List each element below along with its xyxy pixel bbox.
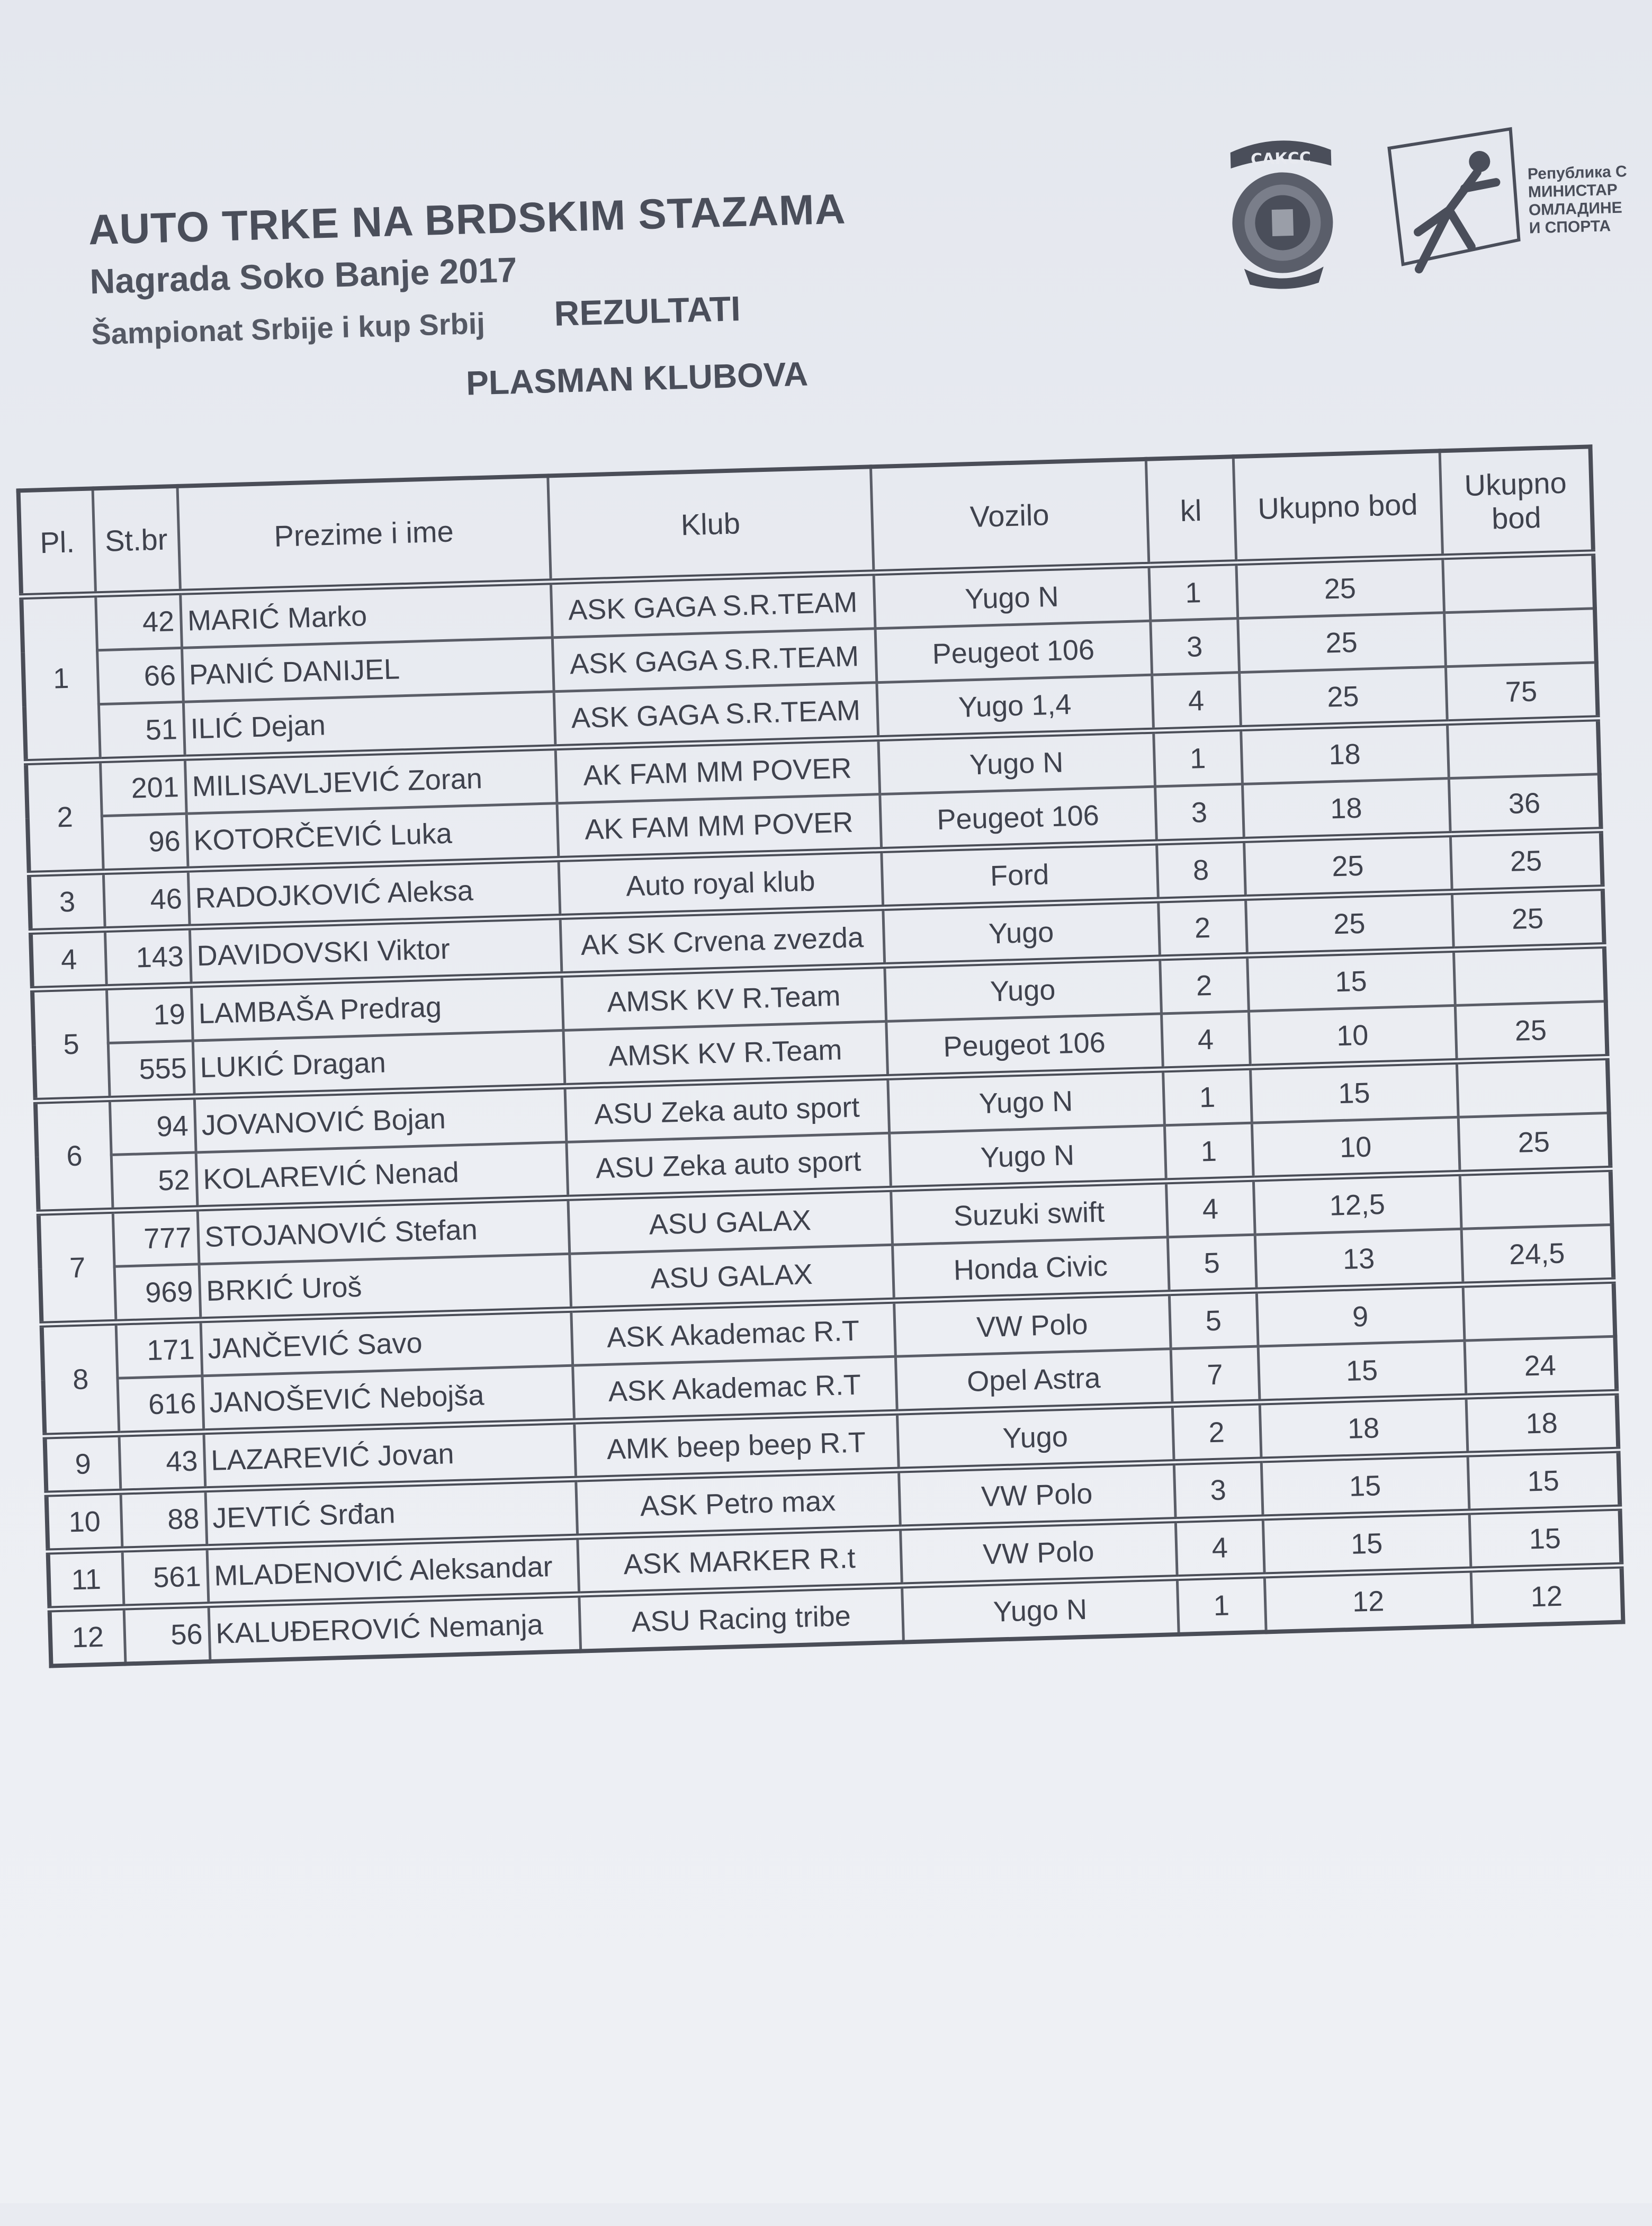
- club-cell: AK FAM MM POVER: [556, 794, 881, 859]
- total-points-cell: 24: [1464, 1336, 1617, 1396]
- club-cell: AMSK KV R.Team: [563, 1021, 887, 1086]
- document-subtitle: Nagrada Soko Banje 2017: [89, 249, 518, 301]
- driver-name-cell: LUKIĆ Dragan: [193, 1030, 565, 1096]
- class-cell: 8: [1156, 840, 1245, 900]
- driver-name-cell: PANIĆ DANIJEL: [182, 638, 554, 702]
- emblem-lettering: САКСС: [1250, 148, 1312, 169]
- place-cell: 2: [26, 760, 103, 874]
- total-cell-empty: [1453, 945, 1606, 1005]
- start-number-cell: 561: [122, 1547, 208, 1607]
- class-cell: 1: [1148, 562, 1237, 621]
- driver-name-cell: LAMBAŠA Predrag: [191, 975, 563, 1041]
- class-cell: 2: [1172, 1402, 1261, 1463]
- total-points-cell: 18: [1466, 1392, 1618, 1454]
- vehicle-cell: Opel Astra: [895, 1349, 1172, 1413]
- total-points-cell: 25: [1458, 1113, 1611, 1173]
- col-header-name: Prezime i ime: [177, 476, 550, 592]
- vehicle-cell: VW Polo: [899, 1462, 1175, 1527]
- vehicle-cell: Yugo: [884, 958, 1161, 1021]
- class-cell: 4: [1166, 1179, 1255, 1237]
- sakss-emblem-logo: [1219, 128, 1346, 296]
- driver-name-cell: RADOJKOVIĆ Aleksa: [188, 859, 560, 927]
- vehicle-cell: Peugeot 106: [879, 786, 1156, 850]
- points-cell: 10: [1249, 1005, 1457, 1067]
- col-header-start-number: St.br: [93, 486, 181, 594]
- start-number-cell: 94: [110, 1097, 196, 1155]
- col-header-points: Ukupno bod: [1233, 451, 1442, 562]
- club-cell: ASK GAGA S.R.TEAM: [554, 683, 878, 747]
- class-cell: 2: [1158, 898, 1247, 958]
- club-cell: ASK Akademac R.T: [571, 1301, 895, 1365]
- championship-line: Šampionat Srbije i kup Srbij: [91, 306, 486, 351]
- class-cell: 1: [1177, 1575, 1266, 1634]
- total-cell-empty: [1442, 552, 1595, 612]
- place-cell: 10: [47, 1492, 122, 1552]
- driver-name-cell: STOJANOVIĆ Stefan: [197, 1198, 570, 1264]
- start-number-cell: 46: [103, 870, 190, 929]
- club-cell: AK SK Crvena zvezda: [560, 908, 884, 975]
- place-cell: 11: [48, 1550, 124, 1610]
- total-points-cell: 15: [1469, 1508, 1622, 1570]
- results-heading: REZULTATI: [553, 289, 741, 333]
- start-number-cell: 88: [120, 1489, 206, 1549]
- club-cell: ASU GALAX: [568, 1189, 892, 1254]
- driver-name-cell: JEVTIĆ Srđan: [205, 1479, 577, 1548]
- total-points-cell: 36: [1449, 774, 1601, 834]
- vehicle-cell: Yugo: [897, 1405, 1174, 1470]
- document-title: AUTO TRKE NA BRDSKIM STAZAMA: [87, 185, 847, 254]
- total-cell-empty: [1463, 1281, 1615, 1340]
- section-heading: PLASMAN KLUBOVA: [465, 354, 809, 403]
- class-cell: 4: [1175, 1517, 1264, 1578]
- ministry-text: [1528, 163, 1629, 237]
- driver-name-cell: JANČEVIĆ Savo: [200, 1310, 572, 1376]
- class-cell: 4: [1161, 1011, 1250, 1069]
- driver-name-cell: LAZAREVIĆ Jovan: [203, 1422, 576, 1490]
- points-cell: 12: [1264, 1570, 1473, 1632]
- vehicle-cell: Yugo N: [878, 731, 1155, 794]
- driver-name-cell: ILIĆ Dejan: [183, 692, 555, 758]
- start-number-cell: 969: [114, 1264, 201, 1322]
- points-cell: 15: [1261, 1454, 1469, 1518]
- start-number-cell: 19: [106, 985, 193, 1043]
- club-cell: ASU Zeka auto sport: [564, 1077, 889, 1142]
- col-header-place: Pl.: [19, 488, 96, 596]
- total-points-cell: 12: [1471, 1566, 1623, 1626]
- points-cell: 15: [1247, 950, 1455, 1011]
- driver-name-cell: DAVIDOVSKI Viktor: [190, 917, 562, 985]
- points-cell: 18: [1241, 722, 1449, 784]
- ministry-line-4: И СПОРТА: [1529, 217, 1611, 237]
- class-cell: 7: [1171, 1346, 1260, 1405]
- driver-name-cell: KALUĐEROVIĆ Nemanja: [208, 1595, 580, 1662]
- total-cell-empty: [1447, 718, 1600, 778]
- club-cell: Auto royal klub: [558, 850, 883, 917]
- class-cell: 3: [1155, 784, 1244, 843]
- start-number-cell: 51: [98, 702, 185, 760]
- start-number-cell: 616: [117, 1376, 203, 1434]
- vehicle-cell: Yugo N: [902, 1578, 1179, 1642]
- total-points-cell: 25: [1450, 830, 1603, 892]
- start-number-cell: 66: [97, 648, 183, 704]
- vehicle-cell: Peugeot 106: [886, 1014, 1163, 1077]
- vehicle-cell: Yugo 1,4: [876, 675, 1153, 738]
- club-cell: ASK Akademac R.T: [572, 1356, 897, 1421]
- start-number-cell: 171: [116, 1320, 202, 1378]
- points-cell: 15: [1250, 1061, 1458, 1123]
- place-cell: 3: [29, 872, 105, 932]
- driver-name-cell: JANOŠEVIĆ Nebojša: [202, 1365, 574, 1432]
- driver-name-cell: JOVANOVIĆ Bojan: [194, 1086, 567, 1152]
- class-cell: 5: [1169, 1291, 1258, 1349]
- vehicle-cell: Yugo N: [889, 1125, 1166, 1189]
- class-cell: 3: [1150, 619, 1239, 675]
- club-cell: ASK Petro max: [576, 1470, 900, 1537]
- club-cell: ASU Racing tribe: [579, 1586, 903, 1651]
- start-number-cell: 201: [100, 758, 186, 816]
- col-header-class: kl: [1146, 457, 1236, 565]
- class-cell: 5: [1168, 1235, 1256, 1293]
- points-cell: 25: [1239, 667, 1447, 728]
- class-cell: 1: [1153, 728, 1242, 786]
- class-cell: 1: [1164, 1123, 1253, 1181]
- class-cell: 4: [1152, 673, 1241, 731]
- points-cell: 15: [1263, 1512, 1471, 1576]
- vehicle-cell: VW Polo: [900, 1520, 1177, 1585]
- points-cell: 25: [1236, 557, 1444, 618]
- place-cell: 5: [32, 987, 110, 1101]
- club-cell: ASK MARKER R.t: [577, 1528, 902, 1595]
- ministry-line-2: МИНИСТАР: [1528, 181, 1618, 201]
- driver-name-cell: MLADENOVIĆ Aleksandar: [206, 1537, 579, 1605]
- club-cell: ASK GAGA S.R.TEAM: [552, 629, 877, 692]
- club-ranking-table: [16, 444, 1625, 1668]
- ministry-logo: [1383, 120, 1636, 286]
- points-cell: 25: [1245, 892, 1453, 955]
- place-cell: 7: [39, 1211, 116, 1325]
- driver-name-cell: BRKIĆ Uroš: [199, 1254, 571, 1320]
- points-cell: 12,5: [1253, 1173, 1461, 1235]
- points-cell: 10: [1252, 1117, 1460, 1178]
- class-cell: 2: [1160, 955, 1249, 1014]
- ministry-line-1: Република С: [1527, 163, 1628, 183]
- club-cell: AMSK KV R.Team: [562, 966, 886, 1030]
- start-number-cell: 42: [95, 592, 182, 650]
- place-cell: 4: [31, 929, 106, 989]
- total-cell-empty: [1444, 609, 1596, 667]
- start-number-cell: 555: [108, 1041, 194, 1099]
- total-points-cell: 15: [1467, 1450, 1620, 1512]
- vehicle-cell: VW Polo: [894, 1293, 1171, 1356]
- driver-name-cell: KOTORČEVIĆ Luka: [186, 803, 559, 870]
- driver-name-cell: KOLAREVIĆ Nenad: [196, 1142, 568, 1208]
- points-cell: 25: [1237, 613, 1446, 673]
- vehicle-cell: Honda Civic: [892, 1237, 1169, 1301]
- place-cell: 12: [50, 1607, 125, 1666]
- club-cell: ASU Zeka auto sport: [566, 1133, 891, 1197]
- place-cell: 8: [42, 1322, 119, 1436]
- col-header-total-points: Ukupno bod: [1440, 446, 1593, 557]
- total-points-cell: 25: [1455, 1001, 1608, 1061]
- total-cell-empty: [1460, 1169, 1612, 1229]
- vehicle-cell: Yugo N: [874, 565, 1151, 629]
- ministry-line-3: ОМЛАДИНЕ: [1528, 199, 1623, 219]
- points-cell: 18: [1242, 779, 1450, 840]
- vehicle-cell: Peugeot 106: [875, 621, 1152, 682]
- total-points-cell: 25: [1452, 888, 1604, 950]
- points-cell: 9: [1256, 1285, 1465, 1346]
- vehicle-cell: Yugo: [883, 900, 1160, 966]
- club-cell: AK FAM MM POVER: [555, 738, 880, 803]
- club-cell: AMK beep beep R.T: [574, 1413, 899, 1479]
- class-cell: 1: [1163, 1067, 1252, 1125]
- start-number-cell: 143: [105, 927, 191, 987]
- place-cell: 1: [21, 594, 100, 762]
- points-cell: 13: [1255, 1229, 1463, 1290]
- start-number-cell: 777: [113, 1208, 199, 1266]
- driver-name-cell: MARIĆ Marko: [180, 582, 552, 648]
- start-number-cell: 43: [119, 1432, 205, 1491]
- total-cell-empty: [1457, 1057, 1609, 1117]
- points-cell: 18: [1260, 1397, 1468, 1460]
- place-cell: 6: [35, 1099, 113, 1213]
- vehicle-cell: Yugo N: [887, 1069, 1164, 1133]
- start-number-cell: 52: [111, 1152, 197, 1211]
- total-points-cell: 75: [1446, 663, 1598, 722]
- points-cell: 15: [1258, 1340, 1466, 1402]
- driver-name-cell: MILISAVLJEVIĆ Zoran: [185, 747, 557, 813]
- col-header-club: Klub: [547, 467, 873, 582]
- start-number-cell: 56: [124, 1605, 210, 1664]
- class-cell: 3: [1174, 1460, 1263, 1521]
- club-cell: ASU GALAX: [569, 1245, 894, 1309]
- col-header-vehicle: Vozilo: [870, 459, 1148, 573]
- club-cell: ASK GAGA S.R.TEAM: [551, 573, 875, 637]
- start-number-cell: 96: [102, 813, 188, 872]
- vehicle-cell: Ford: [881, 843, 1158, 908]
- vehicle-cell: Suzuki swift: [891, 1181, 1168, 1245]
- place-cell: 9: [44, 1434, 120, 1494]
- total-points-cell: 24,5: [1461, 1224, 1614, 1284]
- points-cell: 25: [1244, 834, 1452, 898]
